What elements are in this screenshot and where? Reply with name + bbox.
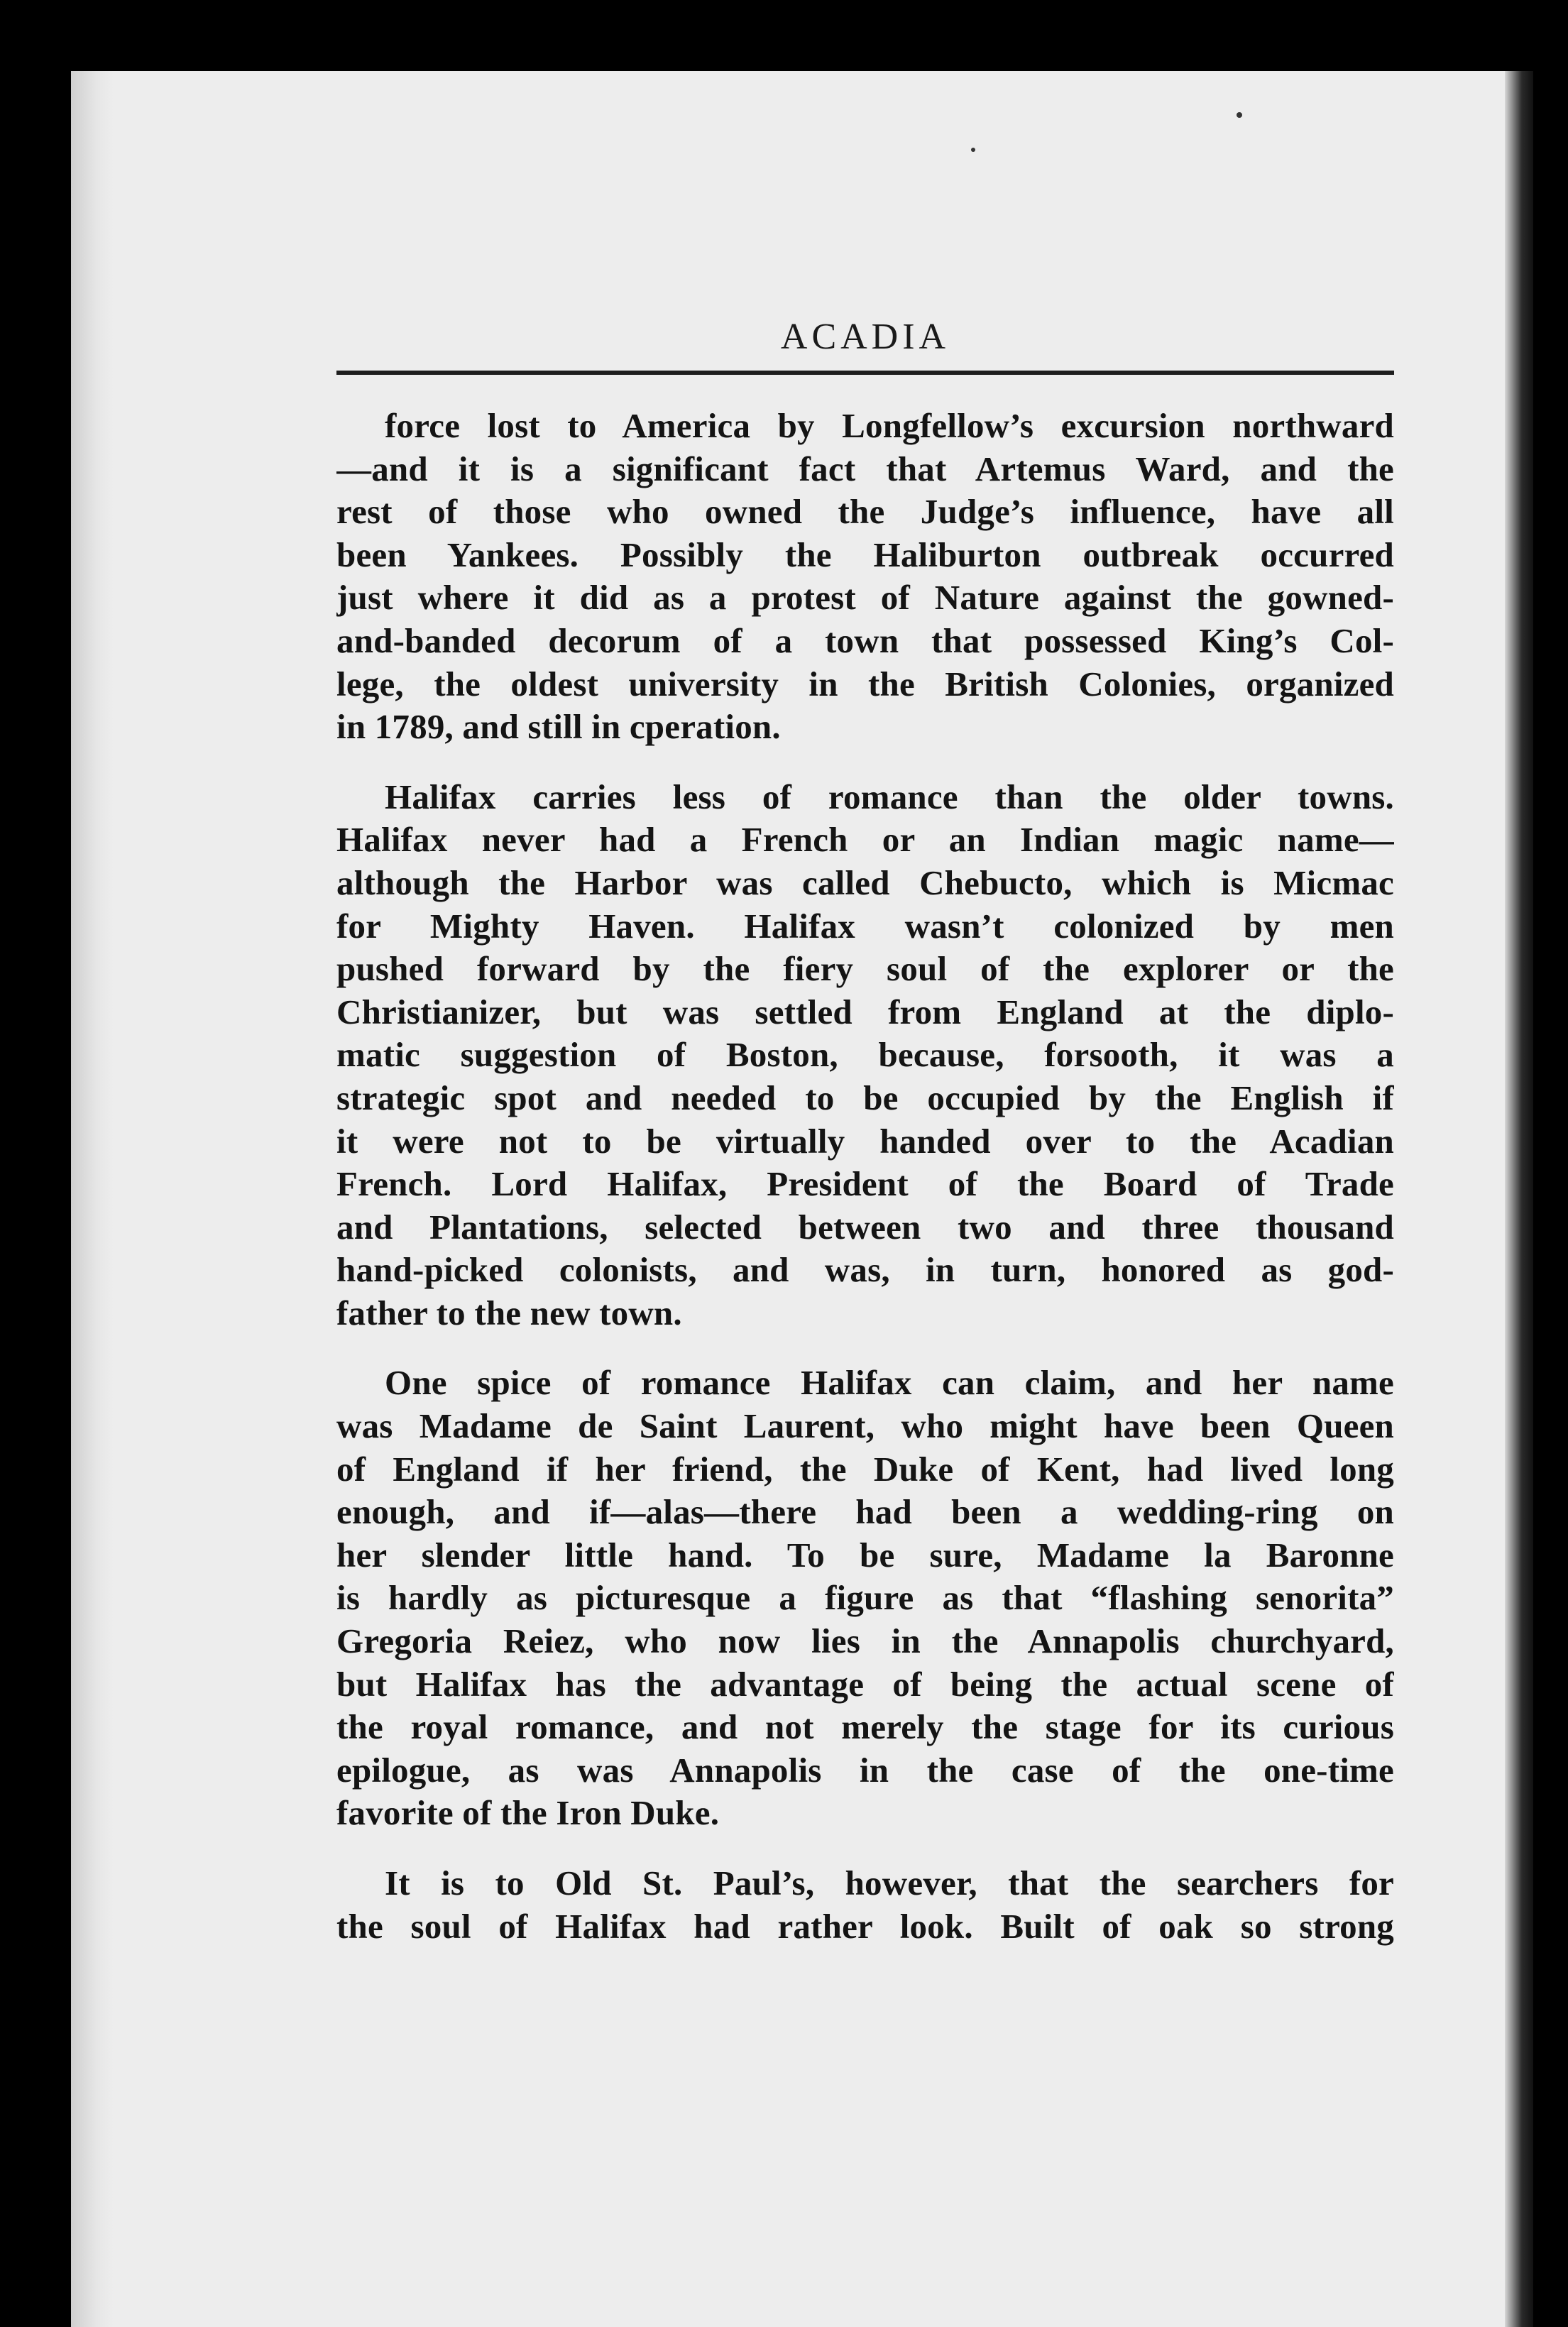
header-rule: [336, 371, 1394, 375]
text-line: her slender little hand. To be sure, Madame la Baronne: [336, 1535, 1394, 1575]
text-line: in 1789, and still in cperation.: [336, 707, 781, 747]
ink-speck: [971, 148, 975, 152]
book-page: [71, 71, 1533, 2327]
text-line: rest of those who owned the Judge’s influence, have all: [336, 492, 1394, 532]
paragraph: [336, 405, 1394, 749]
text-line: although the Harbor was called Chebucto, which is Micmac: [336, 863, 1394, 902]
text-line: and-banded decorum of a town that possessed King’s Col-: [336, 620, 1394, 660]
text-line: matic suggestion of Boston, because, forsooth, it was a: [336, 1035, 1394, 1075]
text-line: Halifax never had a French or an Indian magic name—: [336, 820, 1394, 860]
text-line: strategic spot and needed to be occupied by the English if: [336, 1078, 1394, 1117]
text-line: for Mighty Haven. Halifax wasn’t colonized by men: [336, 906, 1394, 946]
text-line: Christianizer, but was settled from England at the diplo-: [336, 992, 1394, 1031]
text-line: been Yankees. Possibly the Haliburton outbreak occurred: [336, 535, 1394, 574]
body-text: [336, 405, 1394, 1975]
text-line: of England if her friend, the Duke of Kent, had lived long: [336, 1449, 1394, 1489]
text-line: —and it is a significant fact that Artemus Ward, and the: [336, 449, 1394, 488]
text-line: it were not to be virtually handed over to the Acadian: [336, 1121, 1394, 1161]
text-line: epilogue, as was Annapolis in the case of the one-time: [336, 1750, 1394, 1790]
text-line: the royal romance, and not merely the stage for its curious: [336, 1707, 1394, 1747]
text-line: force lost to America by Longfellow’s excursion northward: [385, 406, 1394, 445]
paragraph: [336, 776, 1394, 1335]
text-line: lege, the oldest university in the British Colonies, organized: [336, 664, 1394, 703]
text-line: hand-picked colonists, and was, in turn, honored as god-: [336, 1250, 1394, 1290]
text-line: and Plantations, selected between two and three thousand: [336, 1207, 1394, 1247]
running-head: ACADIA: [780, 317, 950, 357]
text-line: just where it did as a protest of Nature against the gowned-: [336, 578, 1394, 618]
text-line: was Madame de Saint Laurent, who might have been Queen: [336, 1406, 1394, 1446]
paragraph: [336, 1862, 1394, 1948]
paragraph: [336, 1362, 1394, 1835]
text-line: enough, and if—alas—there had been a wedding-ring on: [336, 1492, 1394, 1532]
text-line: pushed forward by the fiery soul of the explorer or the: [336, 949, 1394, 989]
book-binding: [1505, 71, 1533, 2327]
text-line: father to the new town.: [336, 1293, 682, 1332]
text-line: Gregoria Reiez, who now lies in the Annapolis churchyard,: [336, 1621, 1394, 1661]
text-line: Halifax carries less of romance than the older towns.: [385, 777, 1394, 816]
text-line: It is to Old St. Paul’s, however, that the searchers for: [385, 1863, 1394, 1902]
text-line: is hardly as picturesque a figure as that “flashing senorita”: [336, 1578, 1394, 1618]
text-line: favorite of the Iron Duke.: [336, 1793, 720, 1833]
text-line: but Halifax has the advantage of being the actual scene of: [336, 1664, 1394, 1704]
text-line: the soul of Halifax had rather look. Built of oak so strong: [336, 1906, 1394, 1946]
text-line: One spice of romance Halifax can claim, and her name: [385, 1363, 1394, 1403]
text-line: French. Lord Halifax, President of the Board of Trade: [336, 1164, 1394, 1204]
ink-speck: [1237, 112, 1242, 118]
page-edge: [71, 71, 114, 2327]
